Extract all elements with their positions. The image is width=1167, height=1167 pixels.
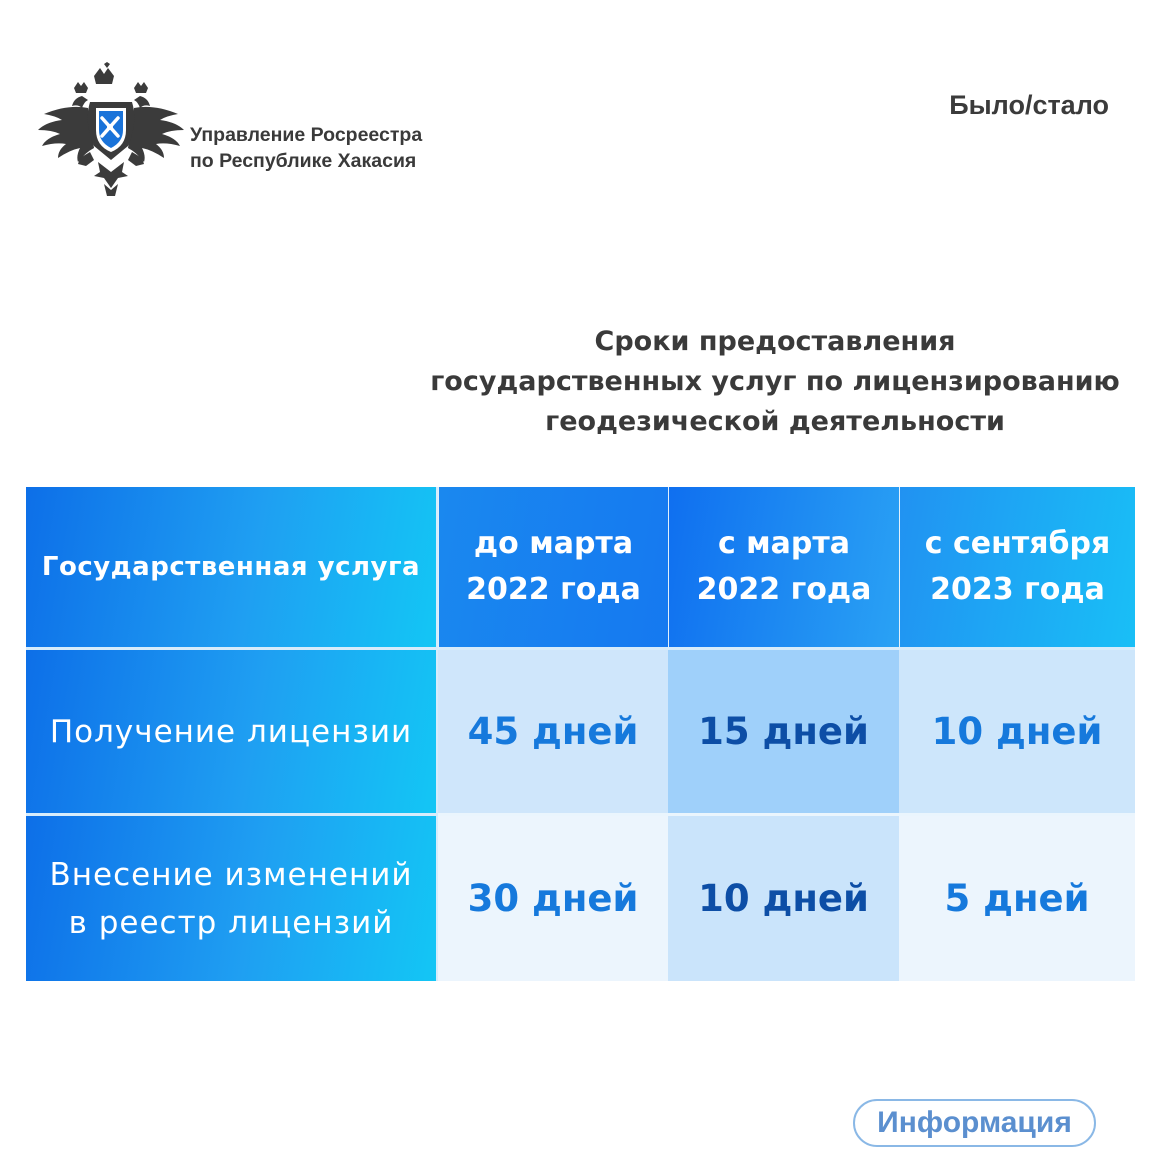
licensing-terms-table <box>26 487 1135 981</box>
column-header-line2: 2022 года <box>696 572 872 607</box>
row-label-line1: Получение лицензии <box>49 713 413 750</box>
before-after-tag: Было/стало <box>949 90 1109 120</box>
row-label-line1: Внесение изменений <box>49 856 413 893</box>
table-cell: 10 дней <box>899 650 1135 816</box>
table-cell: 45 дней <box>438 650 668 816</box>
org-name-line2: по Республике Хакасия <box>190 150 417 172</box>
column-header-line2: 2022 года <box>466 572 641 607</box>
column-header-from-march-2022 <box>668 487 899 650</box>
information-badge: Информация <box>853 1099 1096 1147</box>
column-header-line1: с марта <box>717 526 851 561</box>
org-name-line1: Управление Росреестра <box>190 124 423 146</box>
title-line3: геодезической деятельности <box>545 406 1005 437</box>
double-headed-eagle-emblem-icon <box>38 62 184 202</box>
column-header-from-september-2023 <box>899 487 1135 650</box>
table-cell: 5 дней <box>899 816 1135 981</box>
table-cell: 30 дней <box>438 816 668 981</box>
row-label-registry-changes <box>26 816 438 981</box>
column-header-line1: до марта <box>473 526 634 561</box>
table-cell: 15 дней <box>668 650 899 816</box>
page-title <box>410 322 1140 442</box>
title-line2: государственных услуг по лицензированию <box>430 366 1120 397</box>
column-header-line1: с сентября <box>924 526 1111 561</box>
column-header-before-march-2022 <box>438 487 668 650</box>
row-label-line2: в реестр лицензий <box>68 904 394 941</box>
row-label-license-issuance <box>26 650 438 816</box>
organization-name <box>190 122 422 174</box>
title-line1: Сроки предоставления <box>594 326 956 357</box>
table-cell: 10 дней <box>668 816 899 981</box>
column-header-line2: 2023 года <box>930 572 1105 607</box>
service-column-header: Государственная услуга <box>26 487 438 650</box>
